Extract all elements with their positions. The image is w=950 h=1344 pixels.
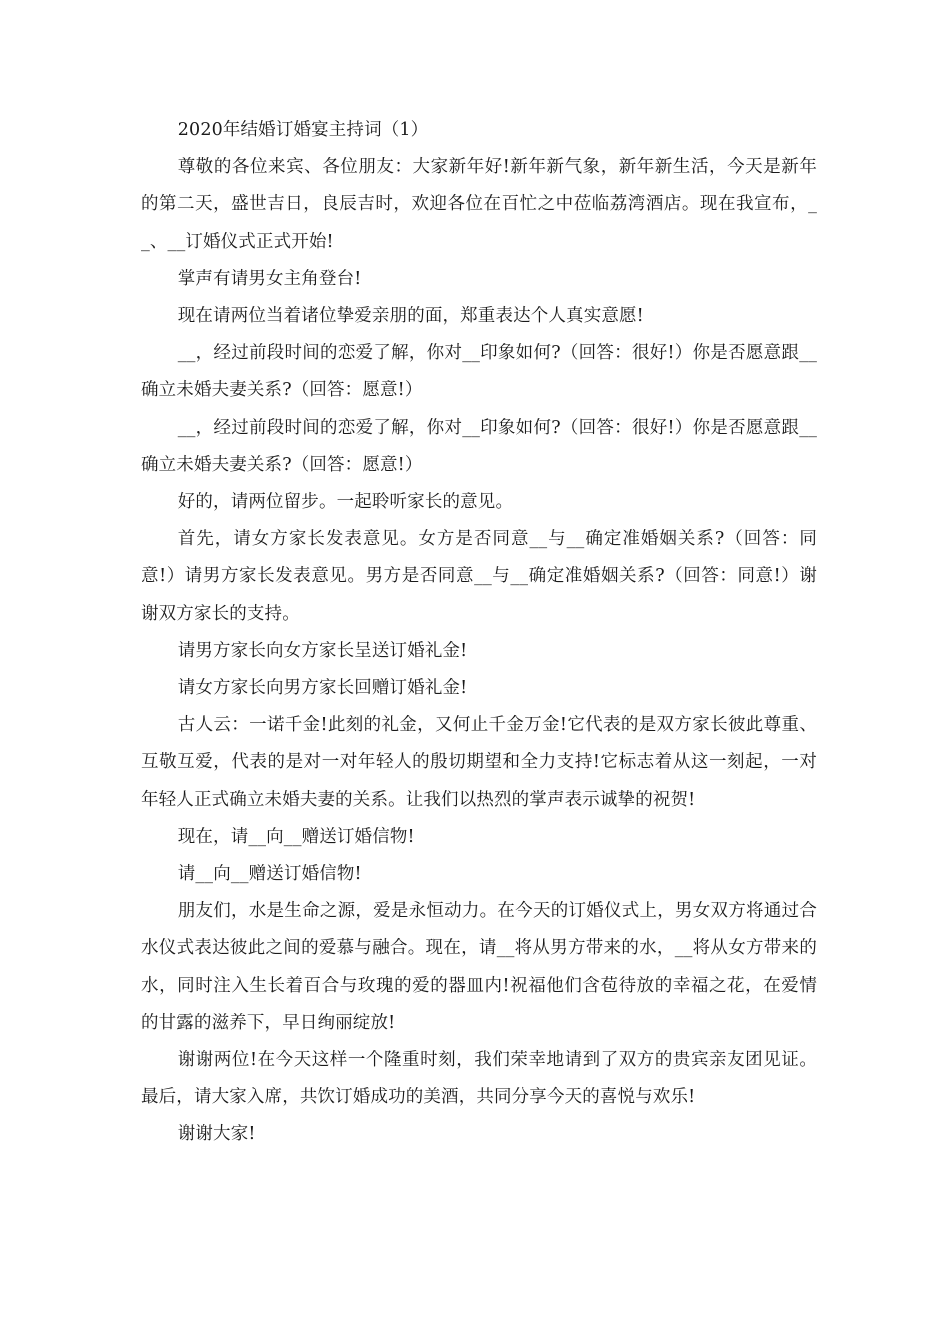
paragraph-gift-groom-family: 请男方家长向女方家长呈送订婚礼金!: [177, 640, 468, 661]
paragraph-ancient-saying: 古人云：一诺千金!此刻的礼金，又何止千金万金!它代表的是双方家长彼此尊重、互敬互爱，代表的是对一对年轻人的殷切期望和全力支持!它标志着从这一刻起，一对年轻人正式确立未婚夫妻的关系。让我们以热烈的掌声表示诚挚的祝贺!: [141, 715, 817, 810]
paragraph-welcome: 尊敬的各位来宾、各位朋友：大家新年好!新年新气象，新年新生活，今天是新年的第二天，盛世吉日，良辰吉时，欢迎各位在百忙之中莅临荔湾酒店。现在我宣布，__、__订婚仪式正式开始!: [141, 157, 817, 252]
paragraph-applause: 掌声有请男女主角登台!: [177, 268, 362, 289]
paragraph-closing: 谢谢两位!在今天这样一个隆重时刻，我们荣幸地请到了双方的贵宾亲友团见证。最后，请大家入席，共饮订婚成功的美酒，共同分享今天的喜悦与欢乐!: [141, 1050, 817, 1108]
paragraph-question-second: __，经过前段时间的恋爱了解，你对__印象如何?（回答：很好!）你是否愿意跟__确立未婚夫妻关系?（回答：愿意!）: [141, 417, 817, 475]
document-title: 2020年结婚订婚宴主持词（1）: [177, 120, 429, 140]
paragraph-token-second: 请__向__赠送订婚信物!: [177, 864, 362, 885]
document-page: [141, 112, 817, 1154]
paragraph-question-first: __，经过前段时间的恋爱了解，你对__印象如何?（回答：很好!）你是否愿意跟__确立未婚夫妻关系?（回答：愿意!）: [141, 343, 817, 401]
paragraph-parents-intro: 好的，请两位留步。一起聆听家长的意见。: [177, 492, 514, 513]
paragraph-parents-opinion: 首先，请女方家长发表意见。女方是否同意__与__确定准婚姻关系?（回答：同意!）请男方家长发表意见。男方是否同意__与__确定准婚姻关系?（回答：同意!）谢谢双方家长的支持。: [141, 529, 817, 624]
paragraph-thanks: 谢谢大家!: [177, 1124, 256, 1145]
paragraph-gift-bride-family: 请女方家长向男方家长回赠订婚礼金!: [177, 678, 468, 699]
paragraph-token-first: 现在，请__向__赠送订婚信物!: [177, 826, 415, 847]
paragraph-intentions: 现在请两位当着诸位挚爱亲朋的面，郑重表达个人真实意愿!: [177, 306, 644, 327]
paragraph-water-ceremony: 朋友们，水是生命之源，爱是永恒动力。在今天的订婚仪式上，男女双方将通过合水仪式表达彼此之间的爱慕与融合。现在，请__将从男方带来的水，__将从女方带来的水，同时注入生长着百合与玫瑰的爱的器皿内!祝福他们含苞待放的幸福之花，在爱情的甘露的滋养下，早日绚丽绽放!: [141, 901, 817, 1033]
